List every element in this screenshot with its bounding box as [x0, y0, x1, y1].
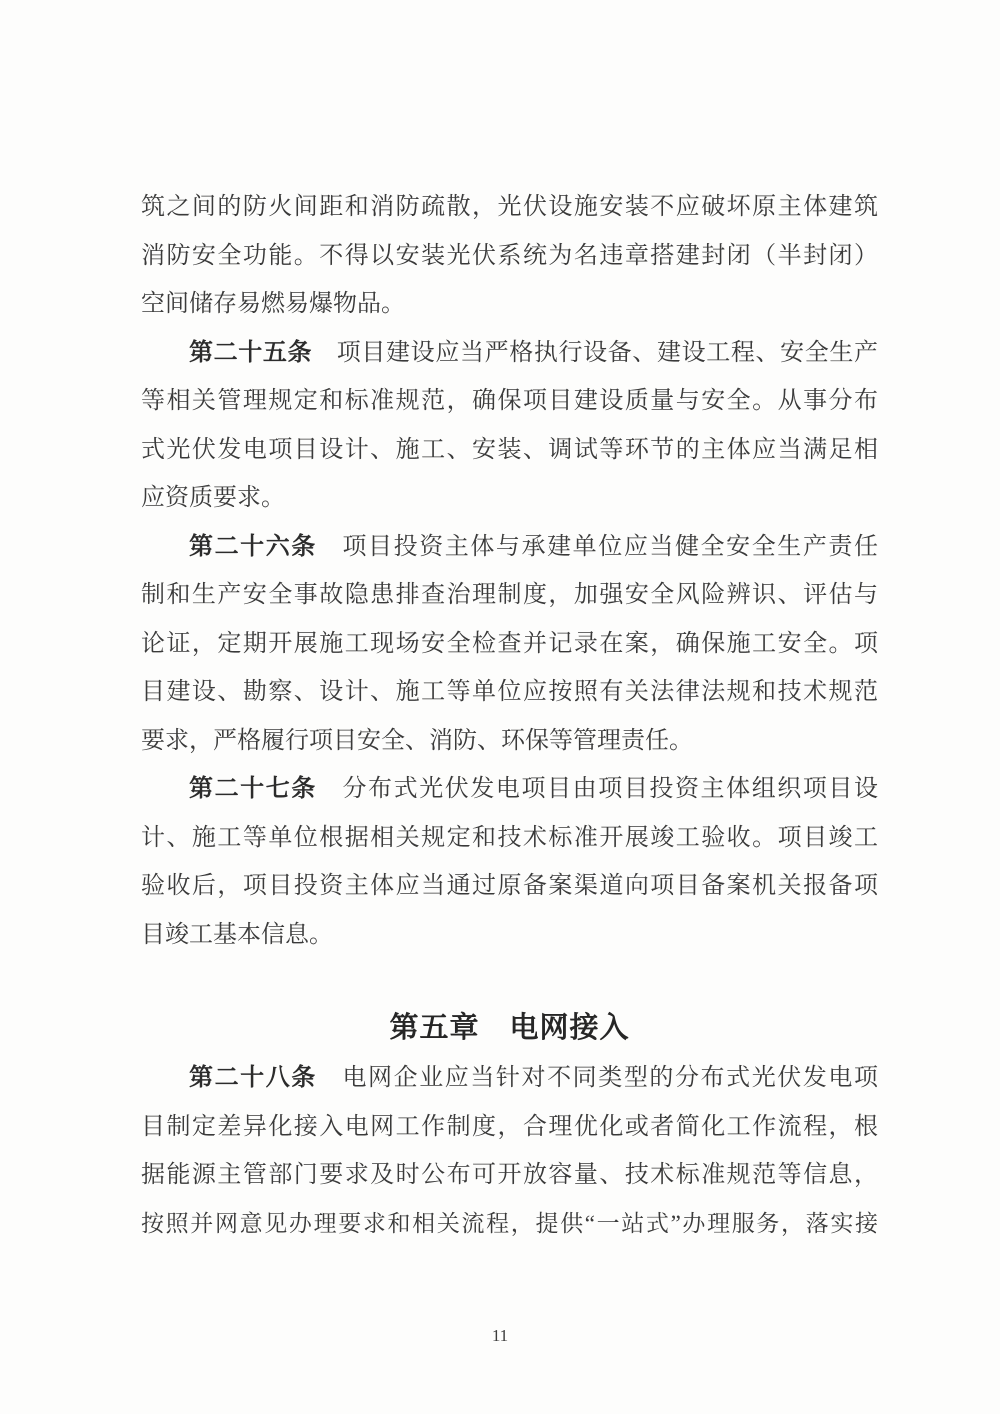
text-line: 式光伏发电项目设计、施工、安装、调试等环节的主体应当满足相: [141, 436, 878, 463]
text-line: 目制定差异化接入电网工作制度，合理优化或者简化工作流程，根: [141, 1113, 878, 1140]
paragraph: [141, 765, 878, 959]
text-line: 第二十六条 项目投资主体与承建单位应当健全安全生产责任: [189, 533, 879, 560]
text-line: 筑之间的防火间距和消防疏散，光伏设施安装不应破坏原主体建筑: [141, 194, 878, 220]
paragraph: [141, 183, 878, 329]
article-number: 第二十六条: [189, 533, 317, 560]
article-number: 第二十八条: [189, 1065, 317, 1091]
text-line: 目竣工基本信息。: [141, 921, 333, 948]
text-line: 空间储存易燃易爆物品。: [141, 291, 405, 317]
paragraph: [141, 329, 878, 523]
page-number: 11: [491, 1326, 509, 1345]
text-line: 要求，严格履行项目安全、消防、环保等管理责任。: [141, 727, 693, 754]
chapter-heading: 第五章 电网接入: [389, 1012, 630, 1044]
text-line: 验收后，项目投资主体应当通过原备案渠道向项目备案机关报备项: [141, 873, 878, 899]
text-line: 第二十五条 项目建设应当严格执行设备、建设工程、安全生产: [189, 339, 879, 366]
document-body: [141, 183, 878, 1248]
text-line: 目建设、勘察、设计、施工等单位应按照有关法律法规和技术规范: [141, 679, 878, 705]
text-line: 论证，定期开展施工现场安全检查并记录在案，确保施工安全。项: [141, 630, 878, 657]
text-line: 第二十八条 电网企业应当针对不同类型的分布式光伏发电项: [189, 1065, 879, 1091]
text-line: 计、施工等单位根据相关规定和技术标准开展竣工验收。项目竣工: [141, 824, 878, 851]
paragraph: [141, 1054, 878, 1248]
text-line: 等相关管理规定和标准规范，确保项目建设质量与安全。从事分布: [141, 388, 878, 414]
text-line: 制和生产安全事故隐患排查治理制度，加强安全风险辨识、评估与: [141, 582, 878, 608]
text-line: 第二十七条 分布式光伏发电项目由项目投资主体组织项目设: [189, 776, 879, 802]
text-line: 按照并网意见办理要求和相关流程，提供“一站式”办理服务，落实接: [141, 1210, 878, 1236]
text-line: 应资质要求。: [141, 485, 285, 511]
article-number: 第二十七条: [189, 776, 317, 802]
paragraph: [141, 523, 878, 766]
text-line: 据能源主管部门要求及时公布可开放容量、技术标准规范等信息，: [141, 1162, 878, 1188]
text-line: 消防安全功能。不得以安装光伏系统为名违章搭建封闭（半封闭）: [141, 242, 878, 269]
article-number: 第二十五条: [189, 339, 313, 366]
